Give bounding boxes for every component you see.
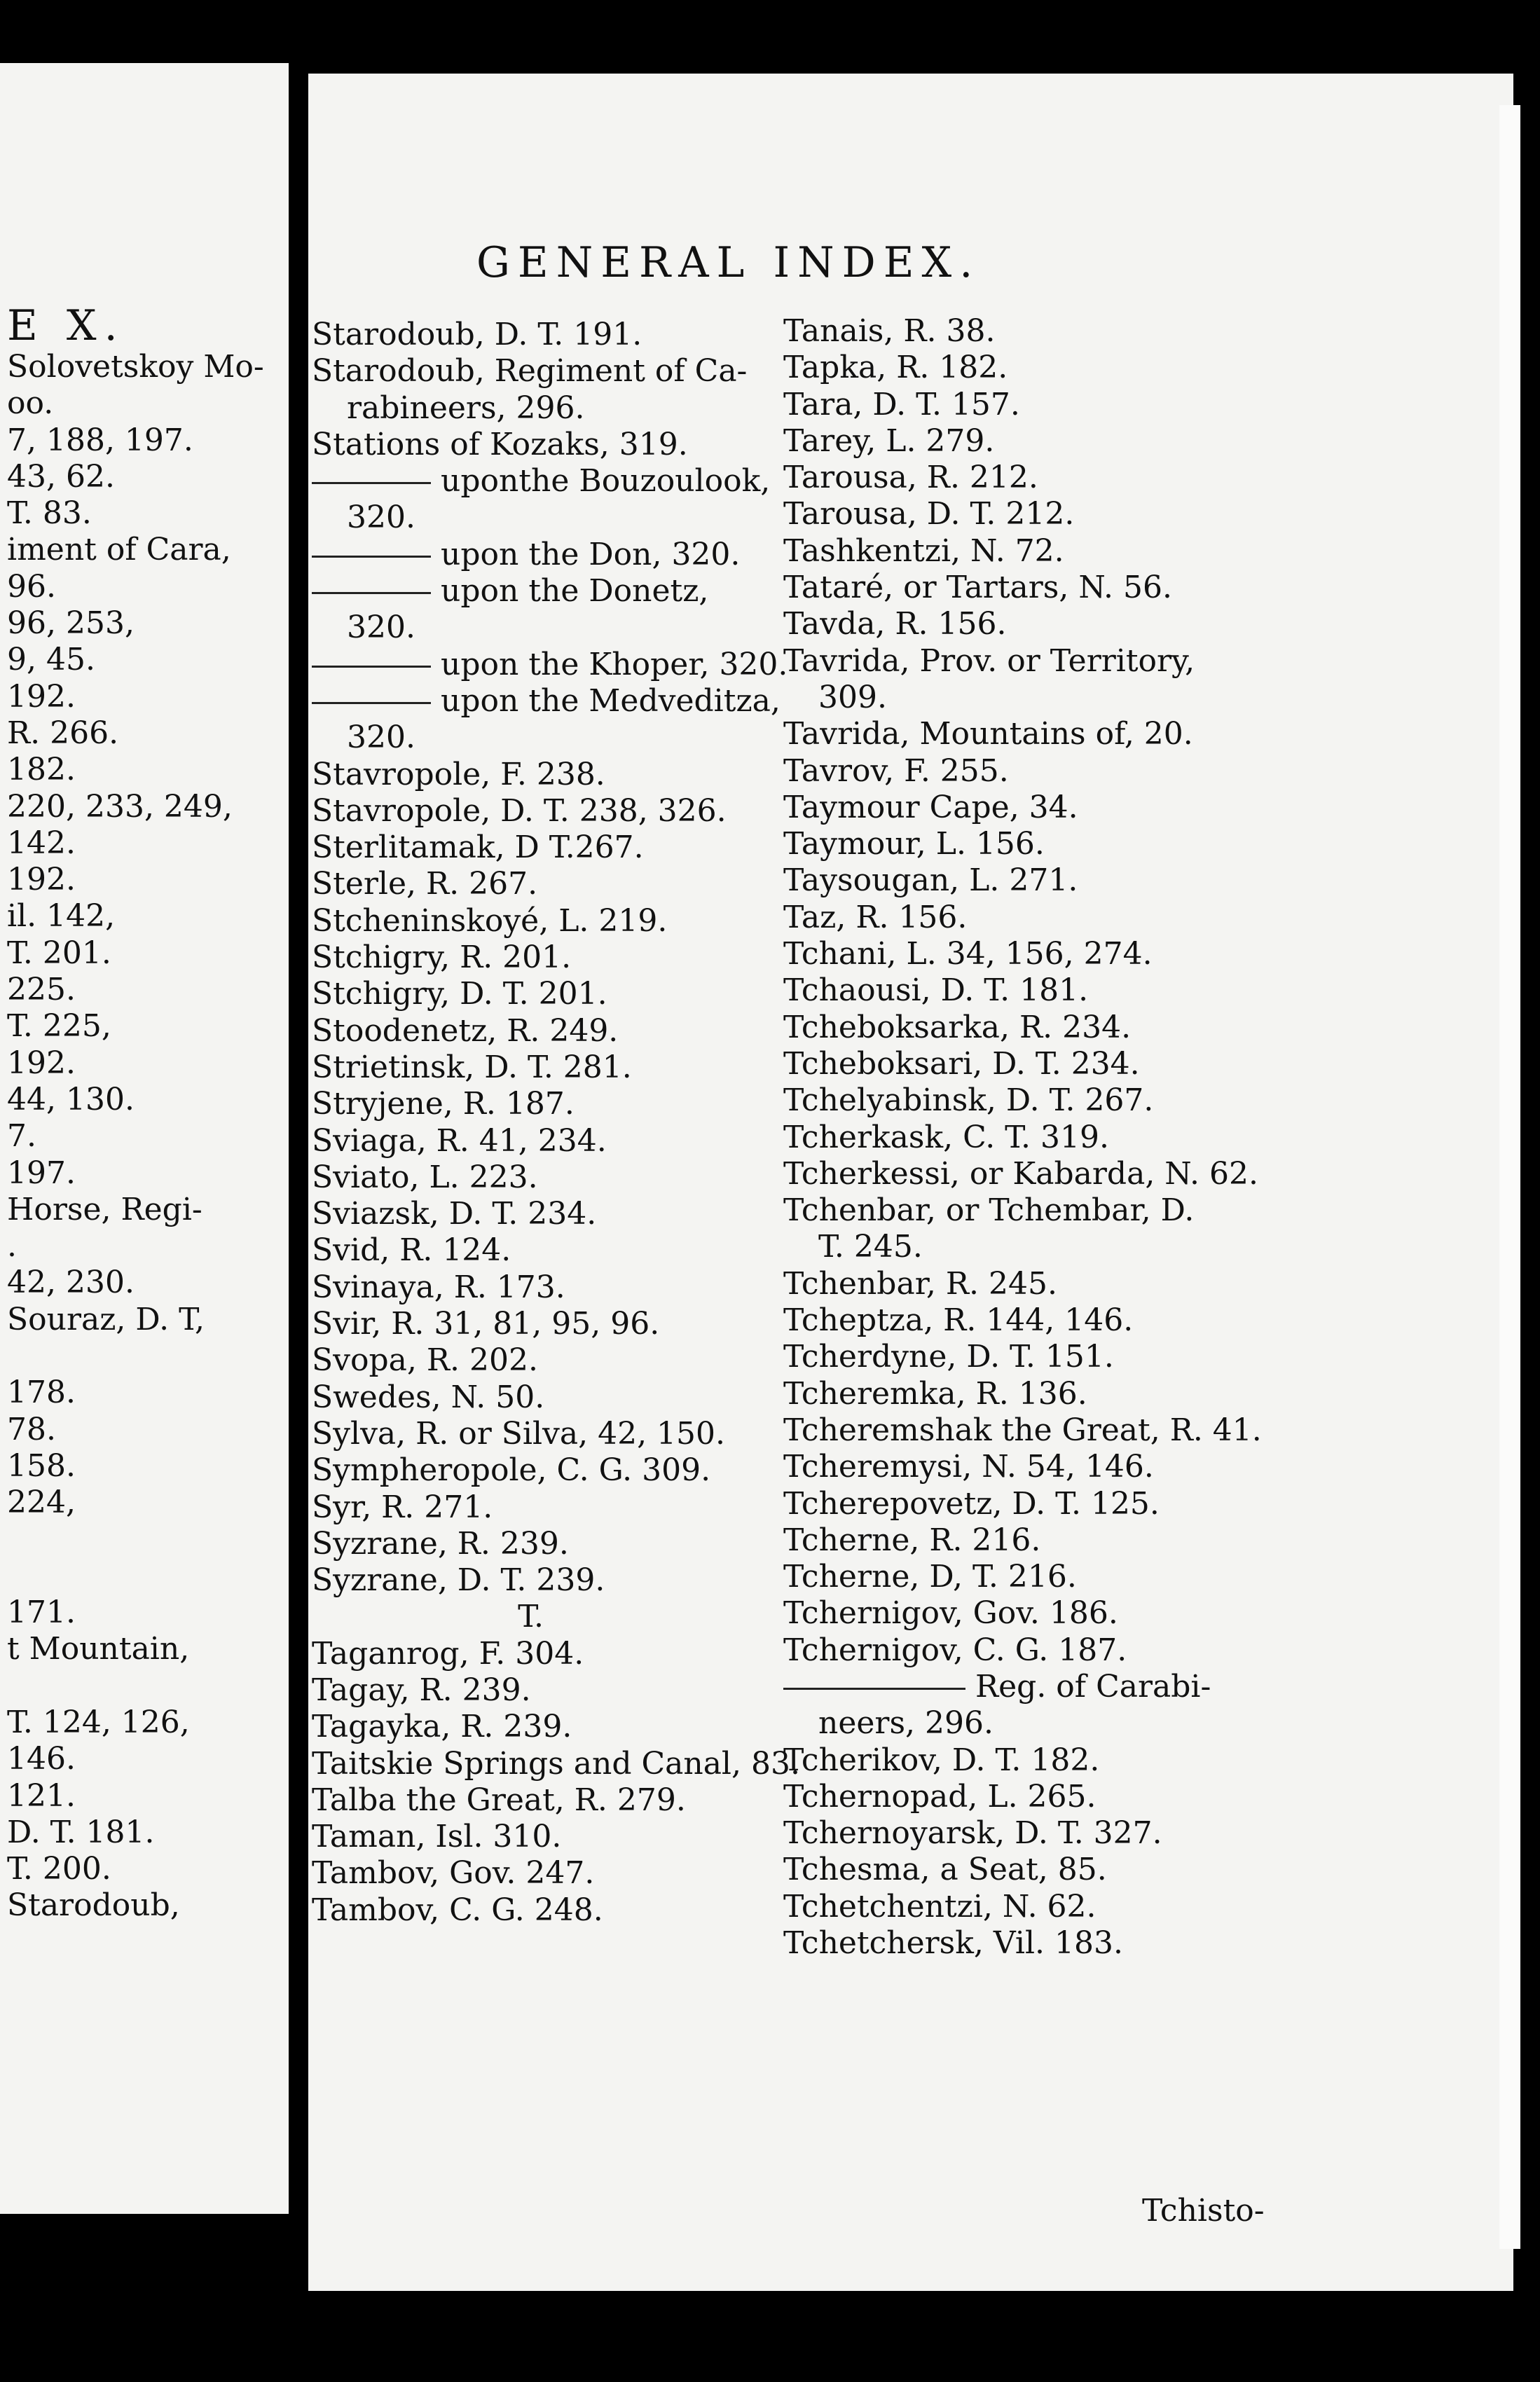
index-entry: Tara, D. T. 157. (783, 386, 1020, 422)
index-entry-fragment: 197. (7, 1155, 76, 1191)
index-entry-fragment: T. 200. (7, 1851, 111, 1887)
index-entry-fragment: Starodoub, (7, 1887, 180, 1924)
index-entry: Tarousa, R. 212. (783, 460, 1038, 496)
index-entry-fragment: T. 124, 126, (7, 1704, 190, 1740)
dash-rule (312, 592, 431, 594)
index-entry: Tcherne, D, T. 216. (783, 1559, 1077, 1595)
index-entry-fragment: 220, 233, 249, (7, 788, 233, 825)
index-entry-fragment: 146. (7, 1741, 76, 1777)
index-entry-text: upon the Medveditza, (441, 682, 781, 719)
index-entry-text: upon the Khoper, 320. (441, 646, 788, 682)
index-entry: Tchernigov, C. G. 187. (783, 1632, 1127, 1668)
index-entry: Svid, R. 124. (312, 1232, 511, 1269)
index-entry: Tanais, R. 38. (783, 313, 996, 349)
index-entry: Tavrida, Prov. or Territory, (783, 642, 1195, 679)
index-entry (312, 573, 750, 610)
index-entry: Tashkentzi, N. 72. (783, 532, 1064, 569)
index-entry: Stryjene, R. 187. (312, 1086, 575, 1122)
index-entry: Tcheremka, R. 136. (783, 1375, 1087, 1412)
index-entry: Stcheninskoyé, L. 219. (312, 902, 668, 939)
index-entry: Tapka, R. 182. (783, 350, 1008, 386)
index-column-2 (783, 313, 1274, 1962)
index-entry-fragment: 158. (7, 1447, 76, 1484)
index-entry: Taganrog, F. 304. (312, 1635, 584, 1672)
index-entry: Svopa, R. 202. (312, 1342, 538, 1379)
index-entry: Sviato, L. 223. (312, 1159, 538, 1195)
index-entry: Stchigry, D. T. 201. (312, 976, 607, 1012)
index-entry: Sviazsk, D. T. 234. (312, 1196, 597, 1232)
index-entry-text: Reg. of Carabi- (975, 1668, 1211, 1705)
index-entry-fragment: 225. (7, 972, 76, 1008)
index-entry: Tchesma, a Seat, 85. (783, 1852, 1107, 1888)
index-entry: Tcherikov, D. T. 182. (783, 1742, 1100, 1778)
index-entry: Tagayka, R. 239. (312, 1709, 572, 1745)
index-entry: Tagay, R. 239. (312, 1672, 531, 1708)
index-entry-fragment: t Mountain, (7, 1631, 190, 1667)
index-entry (312, 537, 750, 573)
index-entry: Tcherkask, C. T. 319. (783, 1119, 1109, 1155)
index-entry: Stchigry, R. 201. (312, 939, 572, 976)
index-entry: Stations of Kozaks, 319. (312, 426, 688, 462)
index-entry-fragment: 178. (7, 1375, 76, 1411)
left-page (0, 63, 289, 2214)
index-entry: Sylva, R. or Silva, 42, 150. (312, 1415, 726, 1452)
index-entry-fragment: T. 83. (7, 495, 92, 532)
index-entry-fragment: T. 201. (7, 935, 111, 971)
index-entry: Stavropole, F. 238. (312, 756, 605, 792)
index-entry: Tcherepovetz, D. T. 125. (783, 1485, 1160, 1522)
index-entry: Syzrane, R. 239. (312, 1525, 569, 1562)
index-entry: T. (518, 1599, 544, 1635)
index-entry: Starodoub, D. T. 191. (312, 317, 642, 352)
index-entry-fragment: T. 225, (7, 1008, 111, 1045)
index-entry-fragment: 44, 130. (7, 1081, 135, 1117)
index-entry: Taitskie Springs and Canal, 83. (312, 1745, 800, 1782)
index-entry-fragment: 78. (7, 1411, 56, 1447)
index-entry-fragment: 42, 230. (7, 1265, 135, 1301)
index-entry: Syr, R. 271. (312, 1489, 493, 1525)
index-entry: Starodoub, Regiment of Ca- (312, 353, 748, 390)
index-entry: neers, 296. (818, 1705, 994, 1742)
index-entry: Taysougan, L. 271. (783, 862, 1078, 899)
index-entry-fragment (7, 1338, 264, 1375)
index-entry-fragment: 192. (7, 1045, 76, 1081)
index-entry: Syzrane, D. T. 239. (312, 1562, 605, 1599)
index-entry-fragment: 121. (7, 1777, 76, 1814)
catchword: Tchisto- (1142, 2193, 1265, 2229)
index-entry: Svinaya, R. 173. (312, 1269, 565, 1305)
index-entry: Tcherkessi, or Kabarda, N. 62. (783, 1155, 1258, 1192)
index-entry: Tchani, L. 34, 156, 274. (783, 936, 1153, 972)
page-edge (1499, 105, 1520, 2249)
index-entry: Tcheboksarka, R. 234. (783, 1009, 1132, 1045)
index-entry: 320. (347, 500, 415, 536)
index-entry: Tavrida, Mountains of, 20. (783, 716, 1193, 752)
index-entry-fragment: 171. (7, 1595, 76, 1631)
index-entry: Tcheptza, R. 144, 146. (783, 1302, 1134, 1339)
index-entry (312, 646, 788, 683)
index-entry-fragment: il. 142, (7, 898, 116, 935)
index-entry: Tchaousi, D. T. 181. (783, 972, 1089, 1009)
index-entry: Stoodenetz, R. 249. (312, 1012, 619, 1049)
index-entry: Strietinsk, D. T. 281. (312, 1049, 632, 1085)
index-entry: Taymour Cape, 34. (783, 789, 1078, 825)
index-entry: 320. (347, 720, 415, 756)
index-entry: Tambov, Gov. 247. (312, 1855, 595, 1892)
index-entry-fragment: 96. (7, 568, 56, 605)
index-entry: Svir, R. 31, 81, 95, 96. (312, 1306, 660, 1342)
index-entry-fragment: 7. (7, 1118, 36, 1155)
index-entry-text: uponthe Bouzoulook, (441, 463, 771, 500)
index-entry: Talba the Great, R. 279. (312, 1782, 686, 1818)
index-column-1 (312, 317, 800, 1929)
index-entry-fragment: Souraz, D. T, (7, 1301, 205, 1337)
index-entry-fragment: oo. (7, 385, 54, 422)
index-entry: Tavda, R. 156. (783, 606, 1007, 642)
index-entry-fragment: iment of Cara, (7, 532, 231, 568)
dash-rule (312, 702, 431, 704)
index-entry: Taz, R. 156. (783, 899, 968, 935)
index-entry-fragment (7, 1558, 264, 1595)
index-entry-fragment (7, 1522, 264, 1558)
index-entry: 309. (818, 679, 887, 715)
index-entry: Tchelyabinsk, D. T. 267. (783, 1082, 1154, 1119)
index-entry-fragment: 192. (7, 678, 76, 715)
index-entry: Tcheremysi, N. 54, 146. (783, 1449, 1154, 1485)
index-entry: Tchernopad, L. 265. (783, 1778, 1096, 1815)
index-entry-fragment: Horse, Regi- (7, 1191, 202, 1227)
index-entry-fragment: 7, 188, 197. (7, 422, 193, 458)
index-entry: Taman, Isl. 310. (312, 1819, 562, 1855)
dash-rule (312, 556, 431, 558)
index-entry-fragment: 192. (7, 862, 76, 898)
index-entry (312, 682, 781, 720)
index-entry: Tchenbar, or Tchembar, D. (783, 1192, 1195, 1229)
index-entry-fragment: 224, (7, 1485, 76, 1521)
index-entry: Tchetchentzi, N. 62. (783, 1888, 1096, 1925)
index-entry: Tcherdyne, D. T. 151. (783, 1339, 1114, 1375)
index-entry-text: upon the Donetz, (441, 573, 709, 610)
index-entry-fragment: R. 266. (7, 715, 119, 751)
index-entry: Taymour, L. 156. (783, 826, 1045, 862)
page-title: GENERAL INDEX. (476, 238, 981, 287)
index-entry-fragment: 142. (7, 825, 76, 861)
index-entry: Tchernigov, Gov. 186. (783, 1595, 1118, 1632)
dash-rule (783, 1688, 965, 1690)
index-entry: Stavropole, D. T. 238, 326. (312, 792, 727, 829)
index-entry: T. 245. (818, 1229, 923, 1265)
index-entry: Tambov, C. G. 248. (312, 1892, 603, 1928)
index-entry-fragment (7, 1668, 264, 1705)
index-entry-fragment: 96, 253, (7, 605, 135, 642)
index-entry (783, 1669, 1274, 1705)
index-entry: Sympheropole, C. G. 309. (312, 1452, 711, 1489)
index-entry: Tchenbar, R. 245. (783, 1265, 1057, 1302)
index-entry: Tchetchersk, Vil. 183. (783, 1925, 1123, 1962)
index-entry: rabineers, 296. (347, 390, 585, 426)
index-entry-text: upon the Don, 320. (441, 536, 741, 572)
index-entry-fragment: 43, 62. (7, 458, 115, 495)
index-entry-fragment: Solovetskoy Mo- (7, 349, 264, 385)
index-entry: Swedes, N. 50. (312, 1379, 545, 1415)
index-entry: Tarey, L. 279. (783, 422, 995, 459)
dash-rule (312, 482, 431, 484)
index-entry: Sterlitamak, D T.267. (312, 829, 644, 866)
index-entry: Tavrov, F. 255. (783, 752, 1009, 789)
index-entry: Tcheboksari, D. T. 234. (783, 1045, 1140, 1082)
left-page-column (7, 349, 264, 1925)
index-entry: Tataré, or Tartars, N. 56. (783, 570, 1172, 606)
index-entry: Sviaga, R. 41, 234. (312, 1122, 607, 1159)
index-entry: Tarousa, D. T. 212. (783, 496, 1075, 532)
dash-rule (312, 666, 431, 668)
index-entry: Tcheremshak the Great, R. 41. (783, 1412, 1262, 1448)
index-entry: Sterle, R. 267. (312, 866, 538, 902)
index-entry-fragment: 9, 45. (7, 642, 95, 678)
index-entry (312, 463, 771, 500)
index-entry: Tcherne, R. 216. (783, 1522, 1041, 1558)
index-entry: 320. (347, 610, 415, 646)
index-entry-fragment: . (7, 1228, 17, 1265)
left-page-header: E X. (7, 301, 125, 350)
index-entry-fragment: 182. (7, 752, 76, 788)
index-entry: Tchernoyarsk, D. T. 327. (783, 1815, 1162, 1852)
index-entry-fragment: D. T. 181. (7, 1814, 155, 1850)
